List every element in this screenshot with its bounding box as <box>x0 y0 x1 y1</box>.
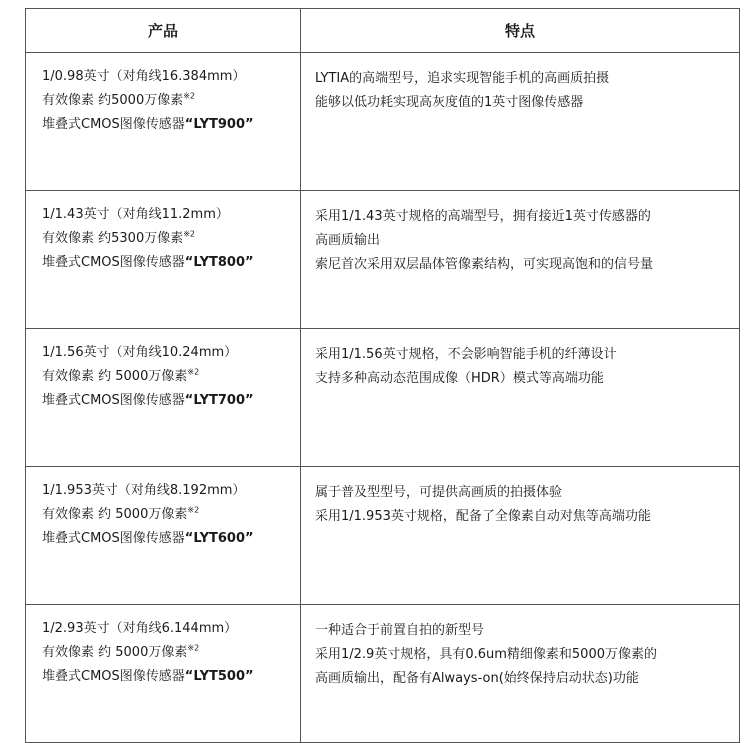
features-cell <box>301 191 740 329</box>
product-cell <box>26 467 301 605</box>
footnote-mark: ※2 <box>187 643 200 653</box>
sensor-type <box>42 389 296 413</box>
sensor-size: 1/1.56英寸（对角线10.24mm） <box>42 345 238 360</box>
pixel-count: 有效像素 约 5000万像素 <box>42 645 188 660</box>
features-cell <box>301 467 740 605</box>
feature-line: 采用1/1.953英寸规格，配备了全像素自动对焦等高端功能 <box>315 509 651 524</box>
feature-line: 高画质输出 <box>315 233 381 248</box>
footnote-mark: ※2 <box>187 367 200 377</box>
features-cell <box>301 605 740 743</box>
feature-line: 能够以低功耗实现高灰度值的1英寸图像传感器 <box>315 95 584 110</box>
feature-line: 索尼首次采用双层晶体管像素结构，可实现高饱和的信号量 <box>315 257 654 272</box>
sensor-size: 1/2.93英寸（对角线6.144mm） <box>42 621 238 636</box>
header-features: 特点 <box>301 9 740 53</box>
header-product: 产品 <box>26 9 301 53</box>
sensor-type <box>42 527 296 551</box>
footnote-mark: ※2 <box>183 229 196 239</box>
feature-line: 支持多种高动态范围成像（HDR）模式等高端功能 <box>315 371 604 386</box>
effective-pixels <box>42 89 296 113</box>
feature-line: 采用1/1.43英寸规格的高端型号，拥有接近1英寸传感器的 <box>315 209 651 224</box>
sensor-size: 1/1.953英寸（对角线8.192mm） <box>42 483 246 498</box>
sensor-type <box>42 251 296 275</box>
sensor-type <box>42 665 296 689</box>
sensor-type <box>42 113 296 137</box>
sensor-comparison-table <box>25 8 740 743</box>
features-cell <box>301 329 740 467</box>
footnote-mark: ※2 <box>187 505 200 515</box>
pixel-count: 有效像素 约5300万像素 <box>42 231 184 246</box>
effective-pixels <box>42 365 296 389</box>
pixel-count: 有效像素 约 5000万像素 <box>42 369 188 384</box>
feature-line: 采用1/1.56英寸规格，不会影响智能手机的纤薄设计 <box>315 347 617 362</box>
sensor-type-label: 堆叠式CMOS图像传感器 <box>42 117 185 132</box>
table-body <box>26 53 740 743</box>
model-name: “LYT900” <box>184 117 254 132</box>
sensor-size: 1/1.43英寸（对角线11.2mm） <box>42 207 229 222</box>
footnote-mark: ※2 <box>183 91 196 101</box>
model-name: “LYT800” <box>184 255 254 270</box>
table-row <box>26 605 740 743</box>
pixel-count: 有效像素 约5000万像素 <box>42 93 184 108</box>
model-name: “LYT600” <box>184 531 254 546</box>
effective-pixels <box>42 227 296 251</box>
sensor-size: 1/0.98英寸（对角线16.384mm） <box>42 69 246 84</box>
feature-line: 一种适合于前置自拍的新型号 <box>315 623 485 638</box>
feature-line: 采用1/2.9英寸规格，具有0.6um精细像素和5000万像素的 <box>315 647 657 662</box>
model-name: “LYT500” <box>184 669 254 684</box>
table-row <box>26 329 740 467</box>
features-cell <box>301 53 740 191</box>
model-name: “LYT700” <box>184 393 254 408</box>
pixel-count: 有效像素 约 5000万像素 <box>42 507 188 522</box>
effective-pixels <box>42 503 296 527</box>
product-cell <box>26 605 301 743</box>
feature-line: LYTIA的高端型号，追求实现智能手机的高画质拍摄 <box>315 71 610 86</box>
product-cell <box>26 191 301 329</box>
product-cell <box>26 329 301 467</box>
sensor-type-label: 堆叠式CMOS图像传感器 <box>42 393 185 408</box>
feature-line: 属于普及型型号，可提供高画质的拍摄体验 <box>315 485 563 500</box>
effective-pixels <box>42 641 296 665</box>
product-cell <box>26 53 301 191</box>
sensor-type-label: 堆叠式CMOS图像传感器 <box>42 669 185 684</box>
table-header-row <box>26 9 740 53</box>
table-row <box>26 467 740 605</box>
sensor-type-label: 堆叠式CMOS图像传感器 <box>42 255 185 270</box>
sensor-type-label: 堆叠式CMOS图像传感器 <box>42 531 185 546</box>
feature-line: 高画质输出，配备有Always-on(始终保持启动状态)功能 <box>315 671 639 686</box>
table-row <box>26 53 740 191</box>
table-row <box>26 191 740 329</box>
